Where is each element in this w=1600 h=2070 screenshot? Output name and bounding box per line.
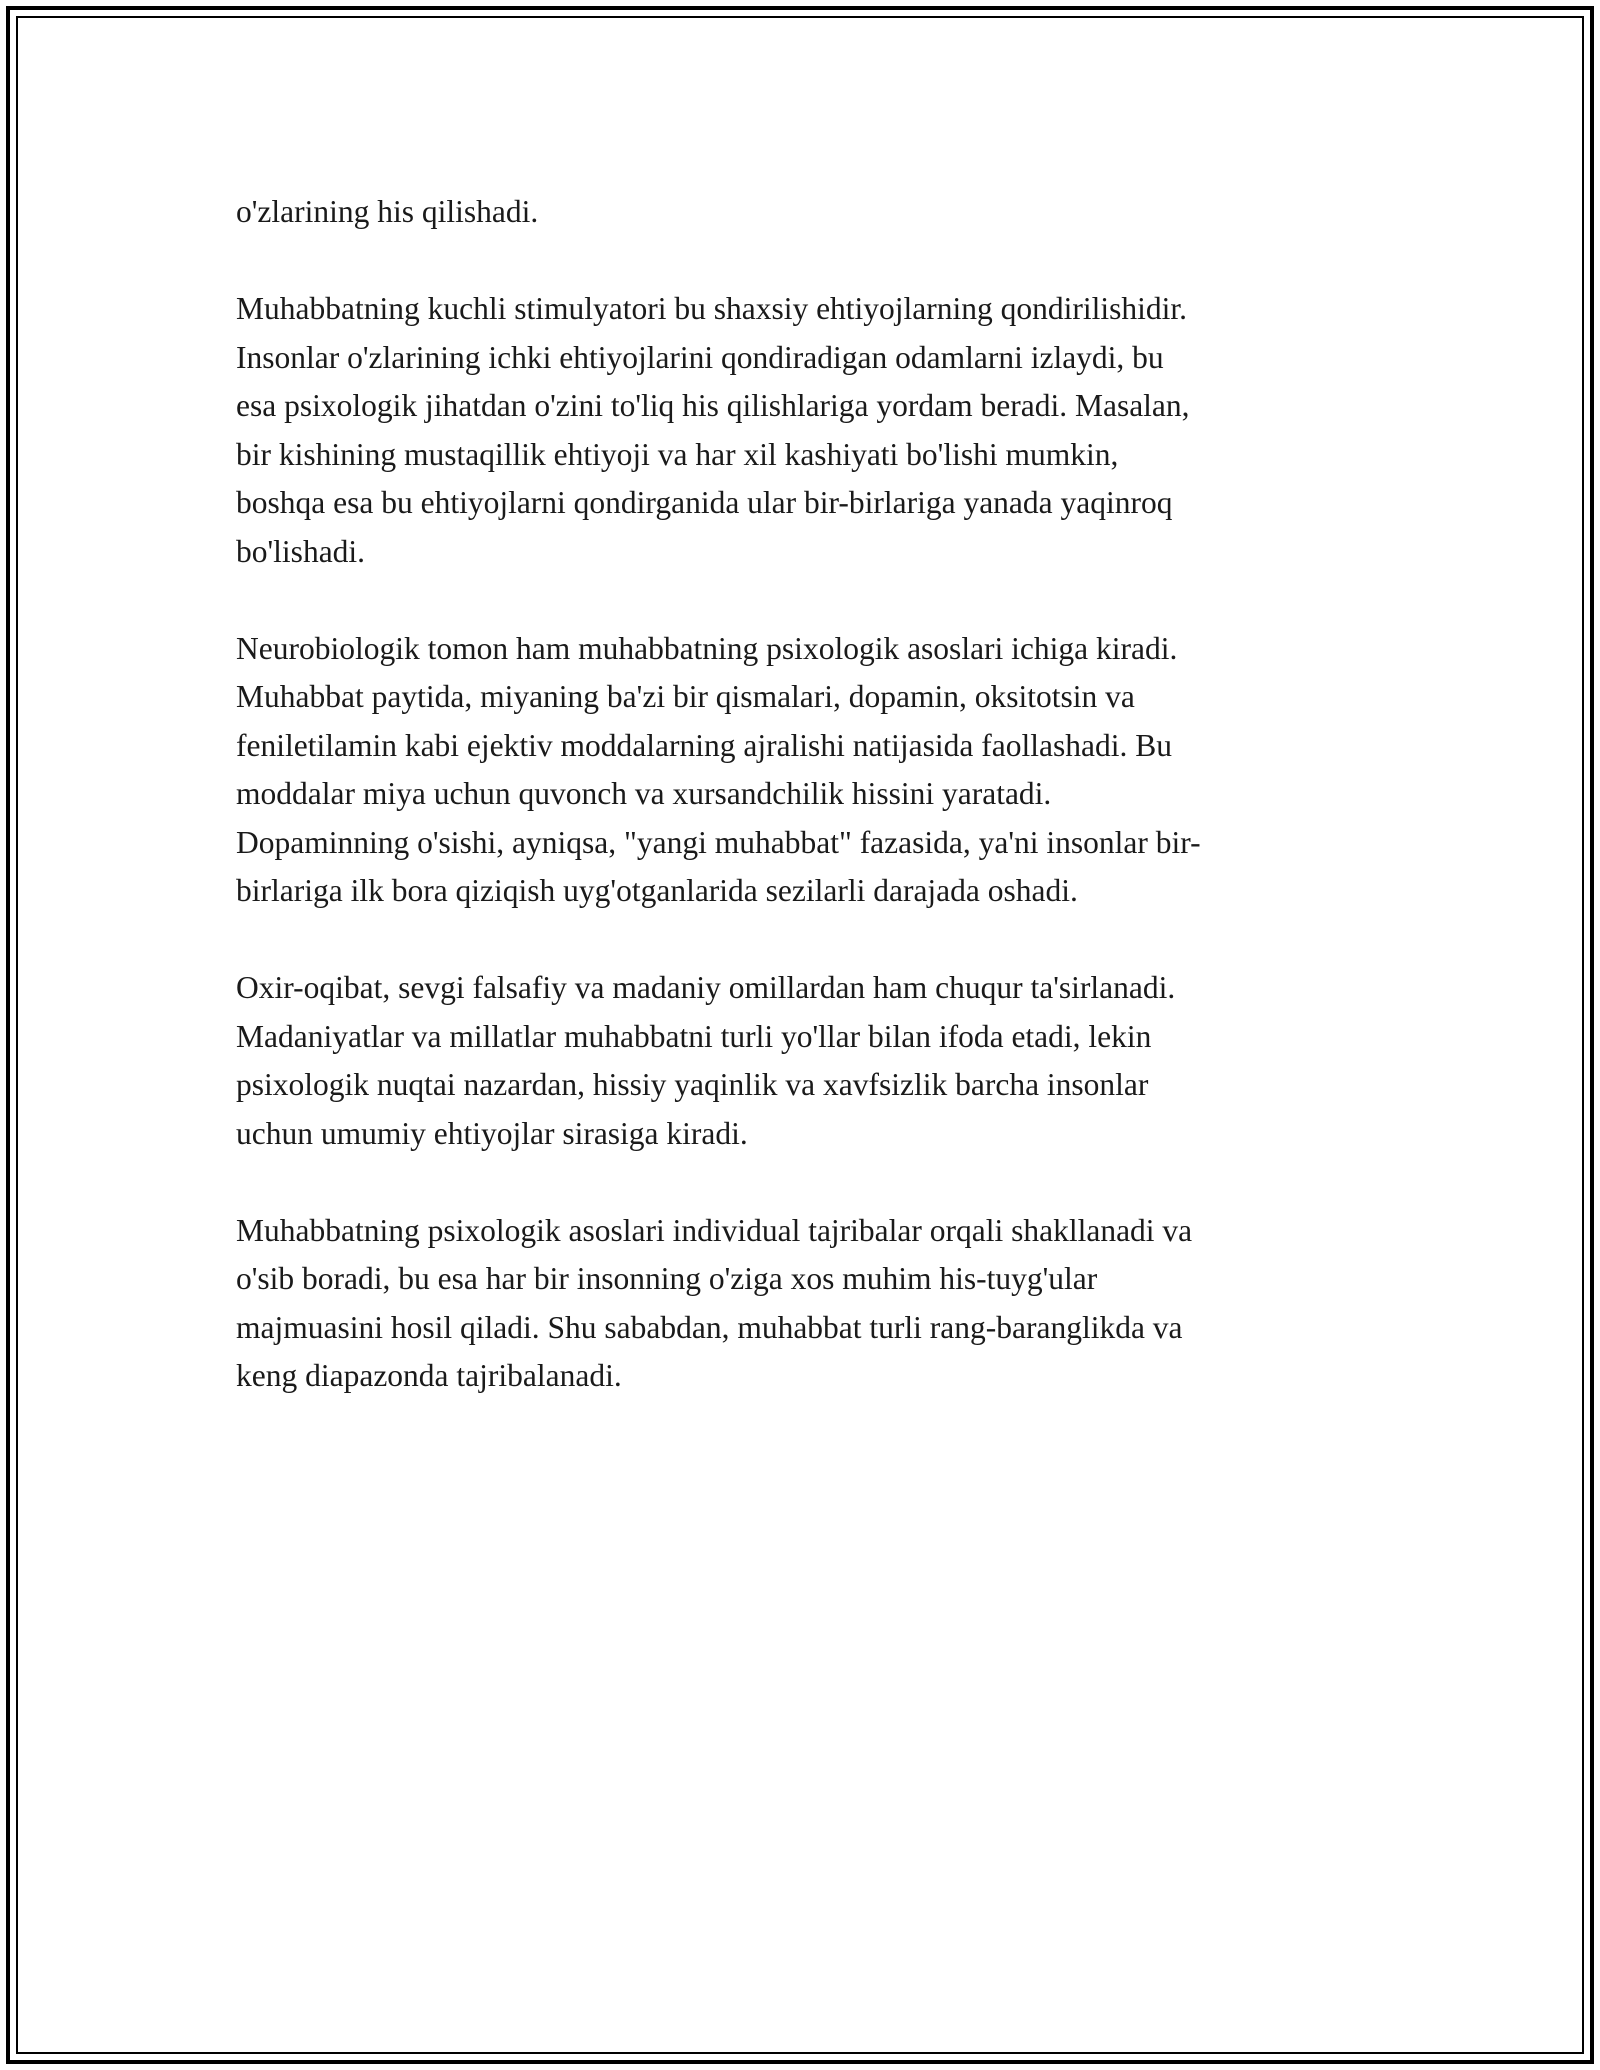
text-line: Muhabbatning psixologik asoslari individual tajribalar orqali shakllanadi va [236,1212,1193,1248]
text-line: Madaniyatlar va millatlar muhabbatni turli yo'llar bilan ifoda etadi, lekin [236,1018,1152,1054]
text-line: bir kishining mustaqillik ehtiyoji va har xil kashiyati bo'lishi mumkin, [236,436,1119,472]
text-line: o'sib boradi, bu esa har bir insonning o'ziga xos muhim his-tuyg'ular [236,1261,1098,1296]
text-line: keng diapazonda tajribalanadi. [236,1358,622,1393]
paragraph-2 [236,285,1366,576]
paragraph-3 [236,625,1366,916]
text-line: Insonlar o'zlarining ichki ehtiyojlarini qondiradigan odamlarni izlaydi, bu [236,339,1164,375]
text-line: birlariga ilk bora qiziqish uyg'otganlarida sezilarli darajada oshadi. [236,873,1078,908]
paragraph-5 [236,1207,1366,1401]
text-line: boshqa esa bu ehtiyojlarni qondirganida ular bir-birlariga yanada yaqinroq [236,485,1173,520]
text-line: esa psixologik jihatdan o'zini to'liq his qilishlariga yordam beradi. Masalan, [236,388,1190,423]
text-line: Dopaminning o'sishi, ayniqsa, "yangi muhabbat" fazasida, ya'ni insonlar bir- [236,824,1201,860]
text-line: Muhabbatning kuchli stimulyatori bu shaxsiy ehtiyojlarning qondirilishidir. [236,291,1188,326]
document-body [236,188,1366,1449]
text-line: o'zlarining his qilishadi. [236,194,539,229]
text-line: uchun umumiy ehtiyojlar sirasiga kiradi. [236,1115,748,1151]
text-line: psixologik nuqtai nazardan, hissiy yaqinlik va xavfsizlik barcha insonlar [236,1067,1149,1102]
text-line: Oxir-oqibat, sevgi falsafiy va madaniy omillardan ham chuqur ta'sirlanadi. [236,970,1176,1005]
text-line: bo'lishadi. [236,533,366,569]
text-line: Muhabbat paytida, miyaning ba'zi bir qismalari, dopamin, oksitotsin va [236,679,1135,714]
paragraph-1 [236,188,1366,237]
text-line: feniletilamin kabi ejektiv moddalarning ajralishi natijasida faollashadi. Bu [236,727,1172,763]
text-line: moddalar miya uchun quvonch va xursandchilik hissini yaratadi. [236,776,1052,811]
paragraph-4 [236,964,1366,1158]
text-line: Neurobiologik tomon ham muhabbatning psixologik asoslari ichiga kiradi. [236,630,1178,666]
text-line: majmuasini hosil qiladi. Shu sababdan, muhabbat turli rang-baranglikda va [236,1309,1183,1345]
